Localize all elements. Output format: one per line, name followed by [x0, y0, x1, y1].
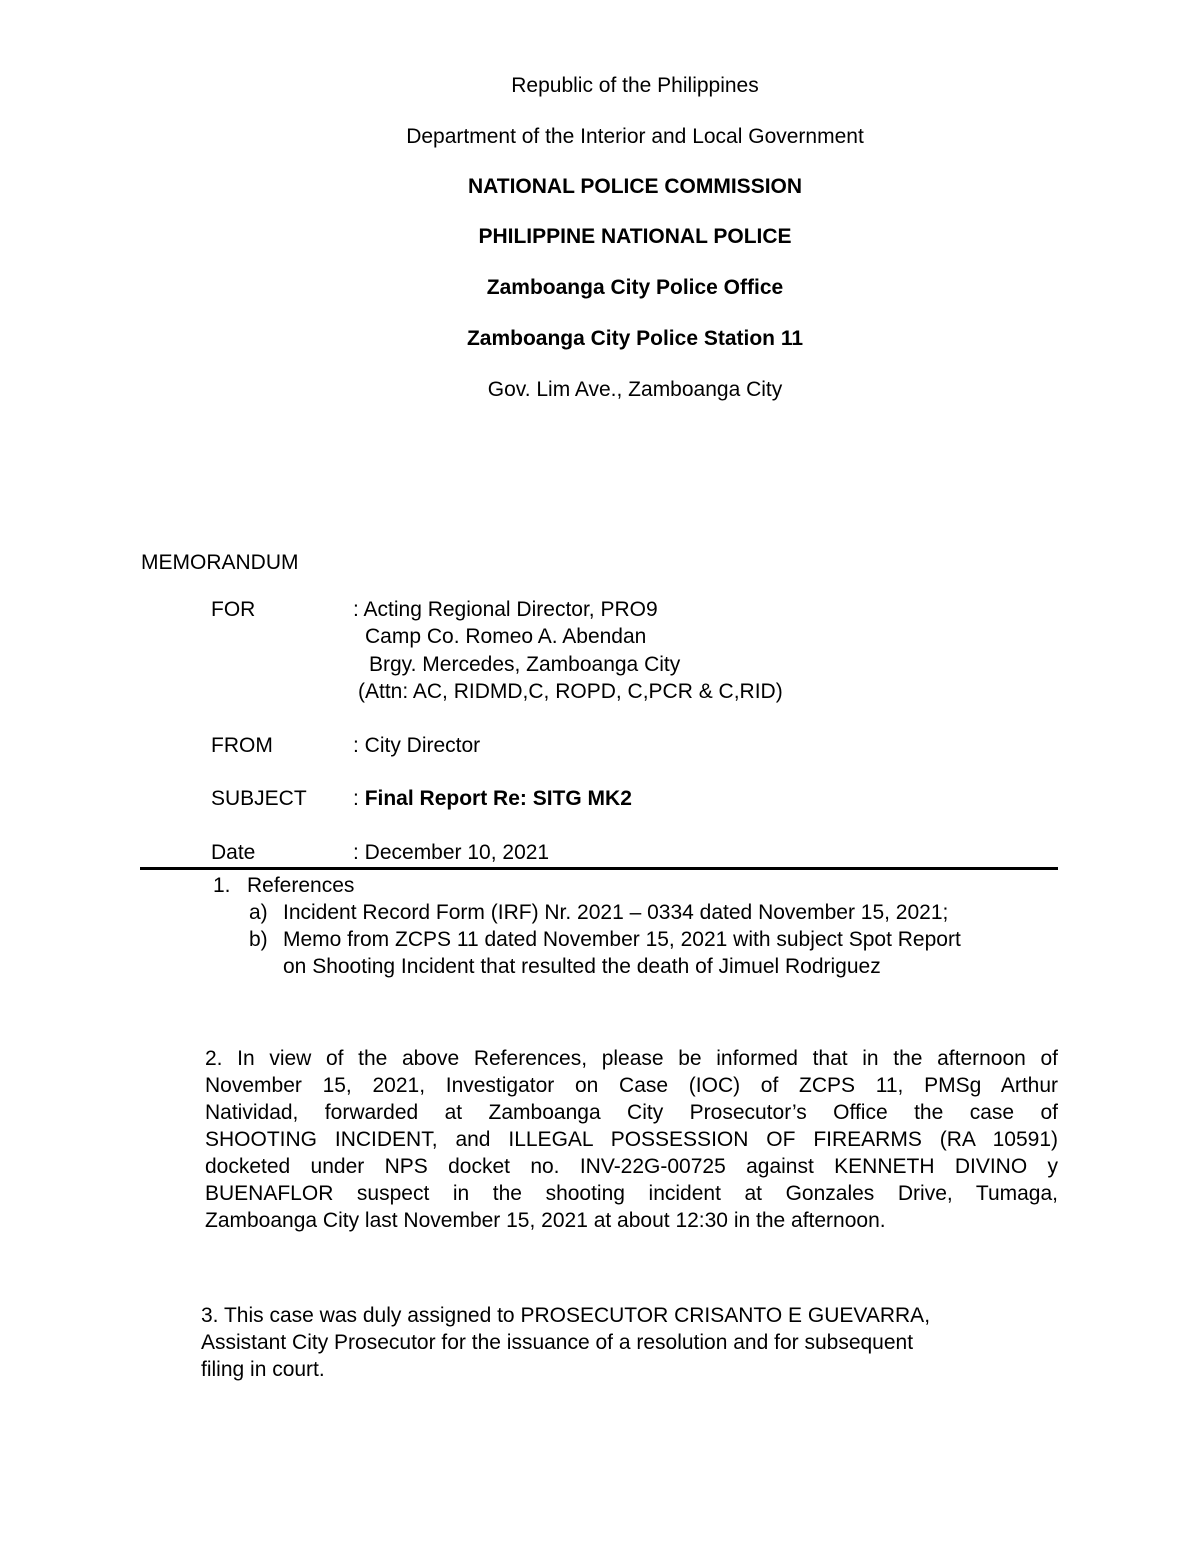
- date-label: Date: [211, 841, 256, 864]
- header-city-police-office: Zamboanga City Police Office: [486, 276, 784, 299]
- paragraph-2-line-3: Natividad, forwarded at Zamboanga City Prosecutor’s Office the case of: [205, 1101, 1058, 1124]
- memo-title: MEMORANDUM: [141, 551, 299, 574]
- header-napolcom: NATIONAL POLICE COMMISSION: [467, 175, 803, 198]
- reference-a-text: Incident Record Form (IRF) Nr. 2021 – 0334 dated November 15, 2021;: [283, 901, 949, 924]
- references-number: 1.: [213, 874, 231, 897]
- paragraph-2-line-4: SHOOTING INCIDENT, and ILLEGAL POSSESSION OF FIREARMS (RA 10591): [205, 1128, 1058, 1151]
- paragraph-2-line-7: Zamboanga City last November 15, 2021 at about 12:30 in the afternoon.: [205, 1209, 886, 1232]
- subject-label: SUBJECT: [211, 787, 307, 810]
- paragraph-3-line-2: Assistant City Prosecutor for the issuance of a resolution and for subsequent: [201, 1331, 914, 1354]
- header-divider: [140, 867, 1058, 870]
- paragraph-2-line-6: BUENAFLOR suspect in the shooting incident at Gonzales Drive, Tumaga,: [205, 1182, 1058, 1205]
- subject-colon: :: [353, 787, 359, 810]
- subject-value: Final Report Re: SITG MK2: [364, 787, 632, 810]
- header-pnp: PHILIPPINE NATIONAL POLICE: [478, 225, 792, 248]
- for-line-1: : Acting Regional Director, PRO9: [353, 598, 658, 621]
- paragraph-3-line-1: 3. This case was duly assigned to PROSECUTOR CRISANTO E GUEVARRA,: [201, 1304, 931, 1327]
- for-label: FOR: [211, 598, 256, 621]
- paragraph-2-line-1: 2. In view of the above References, please be informed that in the afternoon of: [205, 1047, 1058, 1070]
- from-label: FROM: [211, 734, 273, 757]
- reference-b-marker: b): [249, 928, 268, 951]
- paragraph-3-line-3: filing in court.: [201, 1358, 325, 1381]
- header-police-station: Zamboanga City Police Station 11: [466, 327, 804, 350]
- for-line-3: Brgy. Mercedes, Zamboanga City: [369, 653, 681, 676]
- paragraph-3: [201, 1302, 1061, 1383]
- paragraph-2: [205, 1045, 1058, 1234]
- reference-b-line-1: Memo from ZCPS 11 dated November 15, 2021 with subject Spot Report: [283, 928, 961, 951]
- paragraph-2-line-5: docketed under NPS docket no. INV-22G-00725 against KENNETH DIVINO y: [205, 1155, 1058, 1178]
- for-line-4: (Attn: AC, RIDMD,C, ROPD, C,PCR & C,RID): [358, 680, 783, 703]
- for-line-2: Camp Co. Romeo A. Abendan: [365, 625, 647, 648]
- date-value: : December 10, 2021: [353, 841, 550, 864]
- header-republic: Republic of the Philippines: [511, 74, 759, 97]
- reference-b-line-2: on Shooting Incident that resulted the death of Jimuel Rodriguez: [283, 955, 881, 978]
- subject-line: [353, 786, 632, 812]
- header-department: Department of the Interior and Local Government: [406, 125, 864, 148]
- paragraph-2-line-2: November 15, 2021, Investigator on Case (IOC) of ZCPS 11, PMSg Arthur: [205, 1074, 1058, 1097]
- reference-a-marker: a): [249, 901, 268, 924]
- references-title: References: [247, 874, 355, 897]
- header-address: Gov. Lim Ave., Zamboanga City: [487, 378, 783, 401]
- from-value: : City Director: [353, 734, 481, 757]
